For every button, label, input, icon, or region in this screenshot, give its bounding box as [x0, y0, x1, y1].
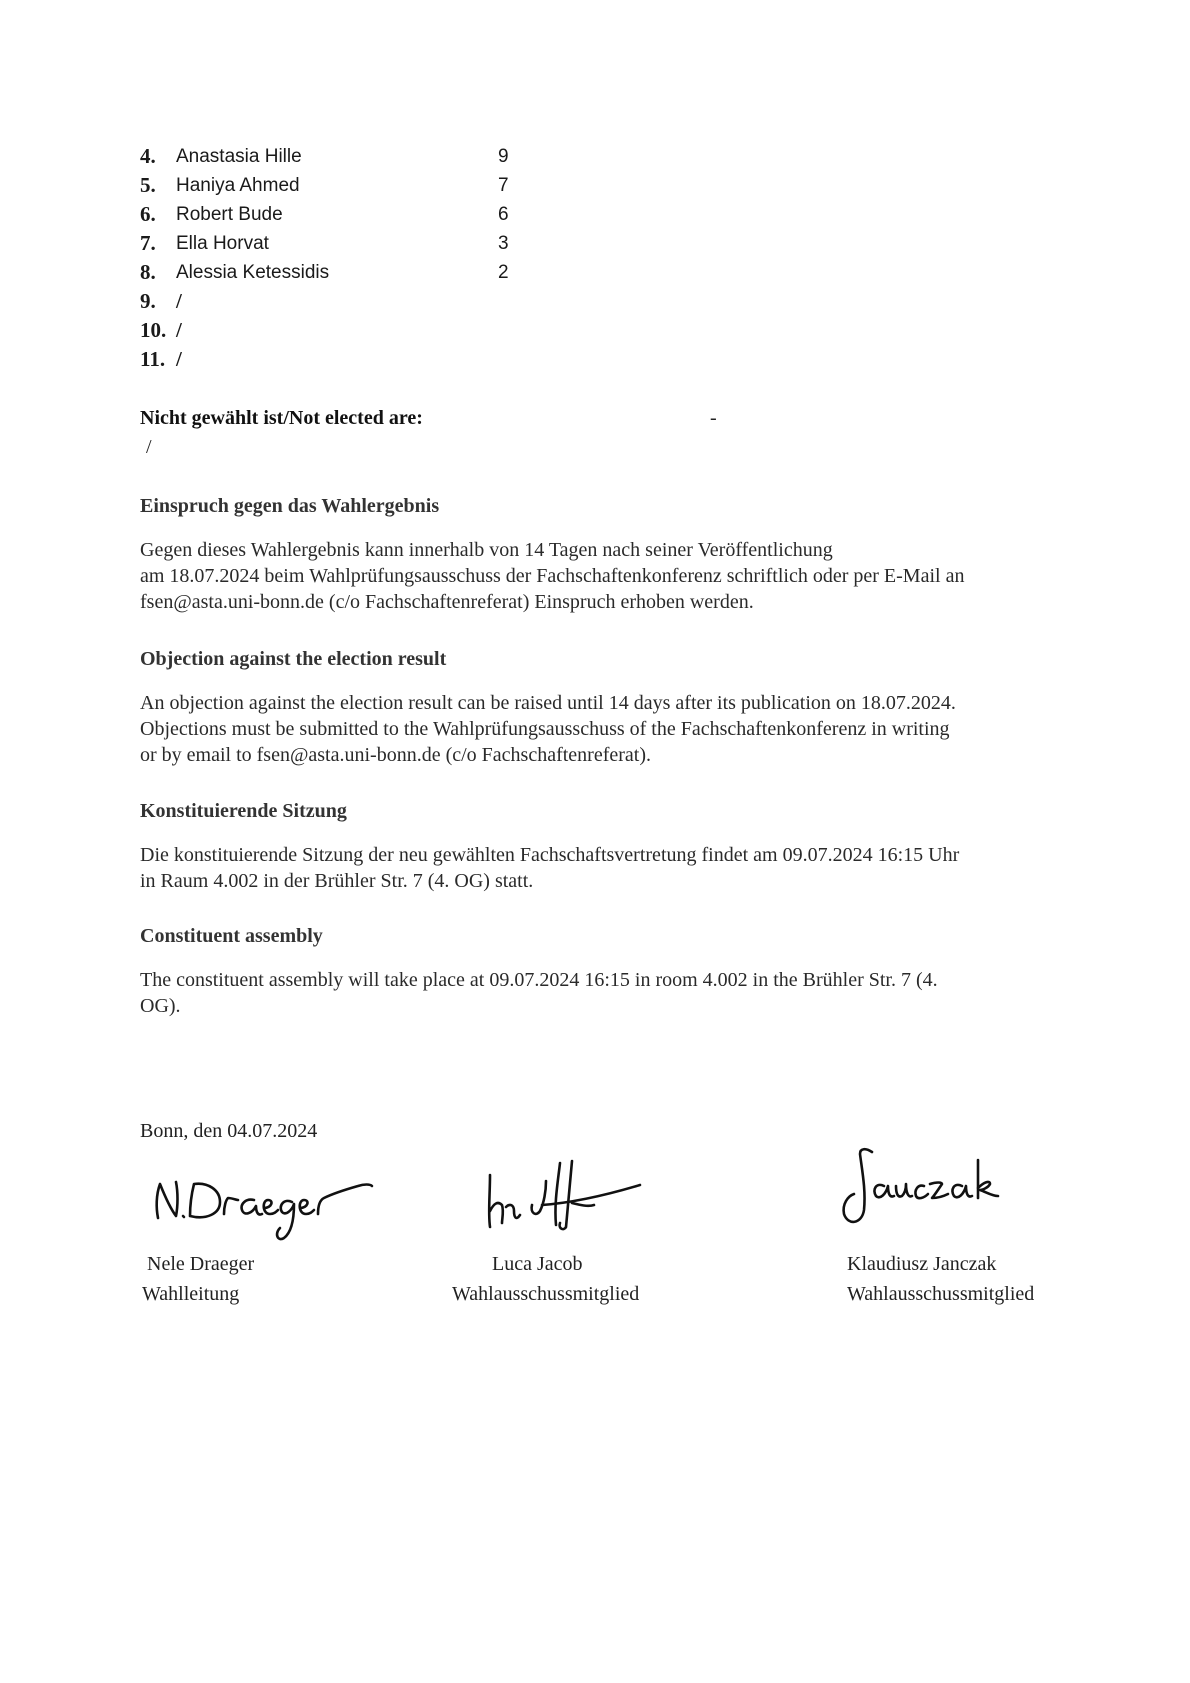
signature-draeger: [150, 1170, 380, 1245]
candidate-votes: 9: [498, 146, 509, 167]
section-body-constituent: [140, 967, 938, 1019]
candidate-rank: 11.: [140, 347, 166, 371]
candidate-rank: 6.: [140, 202, 156, 226]
candidate-votes: 2: [498, 262, 509, 283]
section-heading-einspruch: Einspruch gegen das Wahlergebnis: [140, 495, 440, 517]
paragraph-line: fsen@asta.uni-bonn.de (c/o Fachschaftenreferat) Einspruch erhoben werden.: [140, 591, 754, 613]
paragraph-line: Gegen dieses Wahlergebnis kann innerhalb von 14 Tagen nach seiner Veröffentlichung: [140, 539, 833, 561]
candidate-name: /: [176, 318, 182, 342]
signatory-name: Nele Draeger: [147, 1253, 255, 1275]
paragraph-line: in Raum 4.002 in der Brühler Str. 7 (4. OG) statt.: [140, 870, 534, 892]
candidate-rank: 9.: [140, 289, 156, 313]
candidate-rank: 4.: [140, 144, 156, 168]
candidate-name: Robert Bude: [176, 204, 283, 225]
paragraph-line: Die konstituierende Sitzung der neu gewählten Fachschaftsvertretung findet am 09.07.2024 16:15 Uhr: [140, 844, 960, 866]
candidate-rank: 8.: [140, 260, 156, 284]
signatory-name: Klaudiusz Janczak: [847, 1253, 997, 1275]
candidate-name: Alessia Ketessidis: [176, 262, 330, 283]
candidate-rank: 7.: [140, 231, 156, 255]
paragraph-line: Objections must be submitted to the Wahlprüfungsausschuss of the Fachschaftenkonferenz in writing: [140, 718, 950, 740]
candidate-votes: 3: [498, 233, 509, 254]
not-elected-label: Nicht gewählt ist/Not elected are:: [140, 407, 423, 429]
candidate-name: /: [176, 347, 182, 371]
candidate-votes: 7: [498, 175, 509, 196]
section-body-konstituierende: [140, 842, 959, 894]
signatory-role: Wahlausschussmitglied: [452, 1283, 640, 1305]
paragraph-line: An objection against the election result can be raised until 14 days after its publication on 18.07.2024.: [140, 692, 956, 714]
signatory-name: Luca Jacob: [492, 1253, 583, 1275]
section-body-einspruch: [140, 537, 964, 615]
candidate-name: Ella Horvat: [176, 233, 269, 254]
not-elected-dash: -: [710, 407, 717, 429]
not-elected-value: /: [146, 436, 152, 458]
candidate-name: Haniya Ahmed: [176, 175, 300, 196]
candidate-name: /: [176, 289, 182, 313]
candidate-name: Anastasia Hille: [176, 146, 302, 167]
section-body-objection: [140, 690, 956, 768]
signatory-role: Wahlausschussmitglied: [847, 1283, 1035, 1305]
candidate-votes: 6: [498, 204, 509, 225]
section-heading-objection: Objection against the election result: [140, 648, 447, 670]
paragraph-line: The constituent assembly will take place at 09.07.2024 16:15 in room 4.002 in the Brühler Str. 7 (4.: [140, 969, 938, 991]
signatory-role: Wahlleitung: [142, 1283, 240, 1305]
signature-janczak: [838, 1140, 1028, 1235]
signature-jacob: [480, 1155, 650, 1235]
paragraph-line: am 18.07.2024 beim Wahlprüfungsausschuss der Fachschaftenkonferenz schriftlich oder per E-Mail an: [140, 565, 965, 587]
paragraph-line: OG).: [140, 995, 181, 1017]
section-heading-constituent: Constituent assembly: [140, 925, 323, 947]
place-date: Bonn, den 04.07.2024: [140, 1120, 318, 1142]
candidate-rank: 10.: [140, 318, 167, 342]
candidate-rank: 5.: [140, 173, 156, 197]
paragraph-line: or by email to fsen@asta.uni-bonn.de (c/o Fachschaftenreferat).: [140, 744, 651, 766]
section-heading-konstituierende: Konstituierende Sitzung: [140, 800, 347, 822]
